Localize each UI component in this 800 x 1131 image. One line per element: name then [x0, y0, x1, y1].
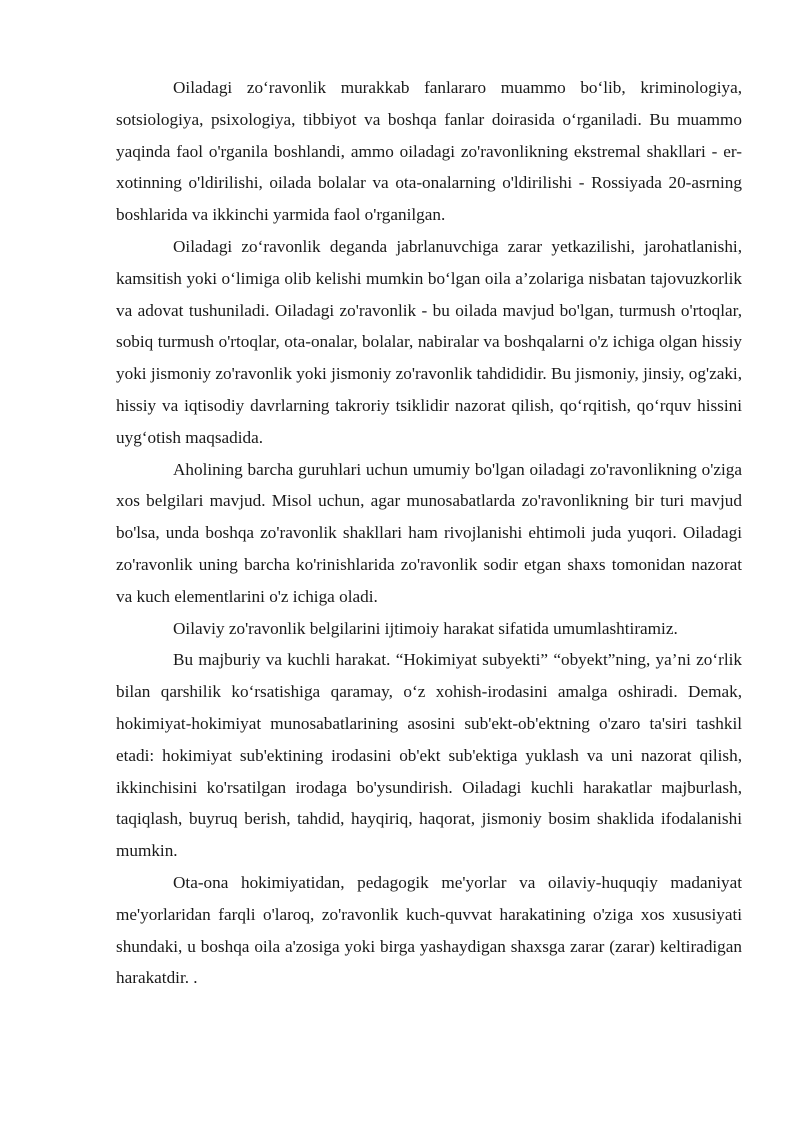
- paragraph: Aholining barcha guruhlari uchun umumiy bo'lgan oiladagi zo'ravonlikning o'ziga xos belgilari mavjud. Misol uchun, agar munosabatlarda zo'ravonlikning bir turi mavjud bo'lsa, unda boshqa zo'ravonlik shakllari ham rivojlanishi ehtimoli juda yuqori. Oiladagi zo'ravonlik uning barcha ko'rinishlarida zo'ravonlik sodir etgan shaxs tomonidan nazorat va kuch elementlarini o'z ichiga oladi.: [116, 459, 742, 606]
- paragraph: Oiladagi zo‘ravonlik murakkab fanlararo muammo bo‘lib, kriminologiya, sotsiologiya, psixologiya, tibbiyot va boshqa fanlar doirasida o‘rganiladi. Bu muammo yaqinda faol o'rganila boshlandi, ammo oiladagi zo'ravonlikning ekstremal shakllari - er-xotinning o'ldirilishi, oilada bolalar va ota-onalarning o'ldirilishi - Rossiyada 20-asrning boshlarida va ikkinchi yarmida faol o'rganilgan.: [116, 78, 742, 225]
- paragraph: Oilaviy zo'ravonlik belgilarini ijtimoiy harakat sifatida umumlashtiramiz.: [173, 618, 678, 638]
- paragraph: Oiladagi zo‘ravonlik deganda jabrlanuvchiga zarar yetkazilishi, jarohatlanishi, kamsitish yoki o‘limiga olib kelishi mumkin bo‘lgan oila a’zolariga nisbatan tajovuzkorlik va adovat tushuniladi. Oiladagi zo'ravonlik - bu oilada mavjud bo'lgan, turmush o'rtoqlar, sobiq turmush o'rtoqlar, ota-onalar, bolalar, nabiralar va boshqalarni o'z ichiga olgan hissiy yoki jismoniy zo'ravonlik yoki jismoniy zo'ravonlik tahdididir. Bu jismoniy, jinsiy, og'zaki, hissiy va iqtisodiy davrlarning takroriy tsiklidir nazorat qilish, qo‘rqitish, qo‘rquv hissini uyg‘otish maqsadida.: [116, 236, 742, 447]
- body-text: [116, 72, 742, 994]
- paragraph: Ota-ona hokimiyatidan, pedagogik me'yorlar va oilaviy-huquqiy madaniyat me'yorlaridan farqli o'laroq, zo'ravonlik kuch-quvvat harakatining o'ziga xos xususiyati shundaki, u boshqa oila a'zosiga yoki birga yashaydigan shaxsga zarar (zarar) keltiradigan harakatdir. .: [116, 872, 742, 988]
- paragraph: Bu majburiy va kuchli harakat. “Hokimiyat subyekti” “obyekt”ning, ya’ni zo‘rlik bilan qarshilik ko‘rsatishiga qaramay, o‘z xohish-irodasini amalga oshiradi. Demak, hokimiyat-hokimiyat munosabatlarining asosini sub'ekt-ob'ektning o'zaro ta'siri tashkil etadi: hokimiyat sub'ektining irodasini ob'ekt sub'ektiga yuklash va uni nazorat qilish, ikkinchisini ko'rsatilgan irodaga bo'ysundirish. Oiladagi kuchli harakatlar majburlash, taqiqlash, buyruq berish, tahdid, hayqiriq, haqorat, jismoniy bosim shaklida ifodalanishi mumkin.: [116, 650, 742, 861]
